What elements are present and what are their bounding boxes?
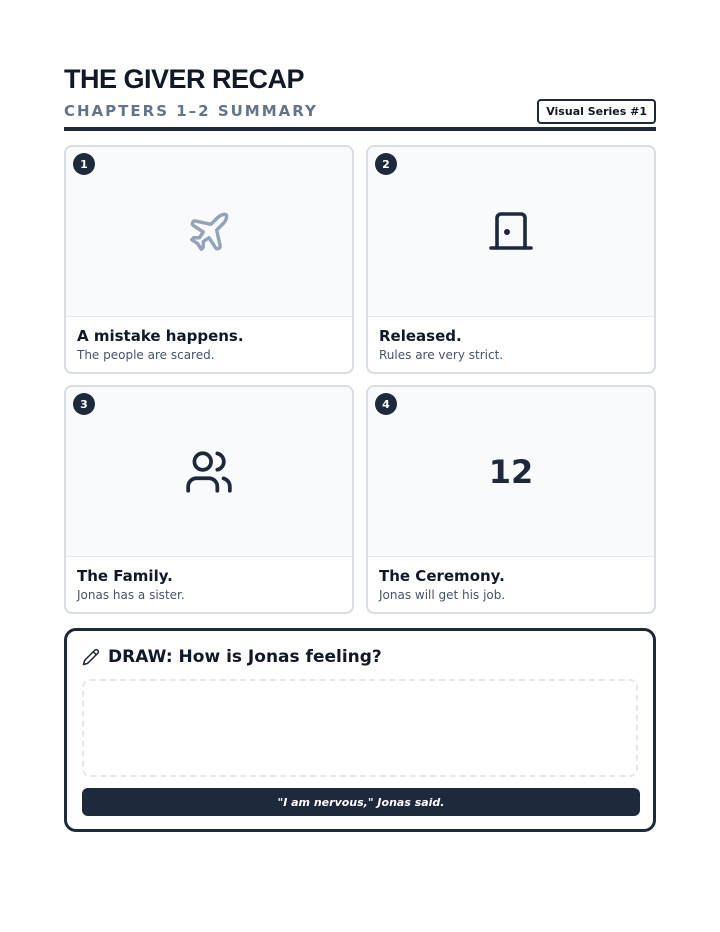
drawing-header xyxy=(82,647,382,667)
story-panel-2 xyxy=(366,145,656,374)
panel-subtitle: Rules are very strict. xyxy=(379,348,504,362)
panel-number-badge: 4 xyxy=(375,393,397,415)
page-subtitle: CHAPTERS 1–2 SUMMARY xyxy=(64,102,318,120)
drawing-area[interactable] xyxy=(82,679,638,777)
story-panel-1 xyxy=(64,145,354,374)
airplane-icon xyxy=(186,209,232,255)
panel-number-badge: 2 xyxy=(375,153,397,175)
panel-title: The Ceremony. xyxy=(379,567,505,585)
panel-number-badge: 3 xyxy=(73,393,95,415)
users-icon xyxy=(184,447,234,497)
panel-title: The Family. xyxy=(77,567,173,585)
drawing-section xyxy=(64,628,656,832)
door-icon xyxy=(487,208,535,256)
panel-subtitle: Jonas will get his job. xyxy=(379,588,506,602)
subtitle-row xyxy=(64,98,656,124)
panel-number-badge: 1 xyxy=(73,153,95,175)
worksheet-header xyxy=(64,64,656,124)
panel-title: A mistake happens. xyxy=(77,327,244,345)
panel-illustration xyxy=(368,147,654,317)
series-badge: Visual Series #1 xyxy=(537,99,656,124)
drawing-prompt: DRAW: How is Jonas feeling? xyxy=(108,647,382,667)
panel-illustration xyxy=(368,387,654,557)
panel-subtitle: The people are scared. xyxy=(77,348,215,362)
story-panel-3 xyxy=(64,385,354,614)
panel-caption xyxy=(77,567,185,602)
panel-illustration xyxy=(66,387,352,557)
panel-caption xyxy=(379,327,503,362)
panel-illustration xyxy=(66,147,352,317)
quote-banner: "I am nervous," Jonas said. xyxy=(82,788,640,816)
panel-caption xyxy=(379,567,505,602)
page-title: THE GIVER RECAP xyxy=(64,64,305,94)
pencil-icon xyxy=(82,648,100,666)
age-number-display: 12 xyxy=(488,452,534,491)
story-panel-4 xyxy=(366,385,656,614)
panel-subtitle: Jonas has a sister. xyxy=(77,588,185,602)
panel-caption xyxy=(77,327,244,362)
header-divider xyxy=(64,127,656,131)
panel-title: Released. xyxy=(379,327,462,345)
